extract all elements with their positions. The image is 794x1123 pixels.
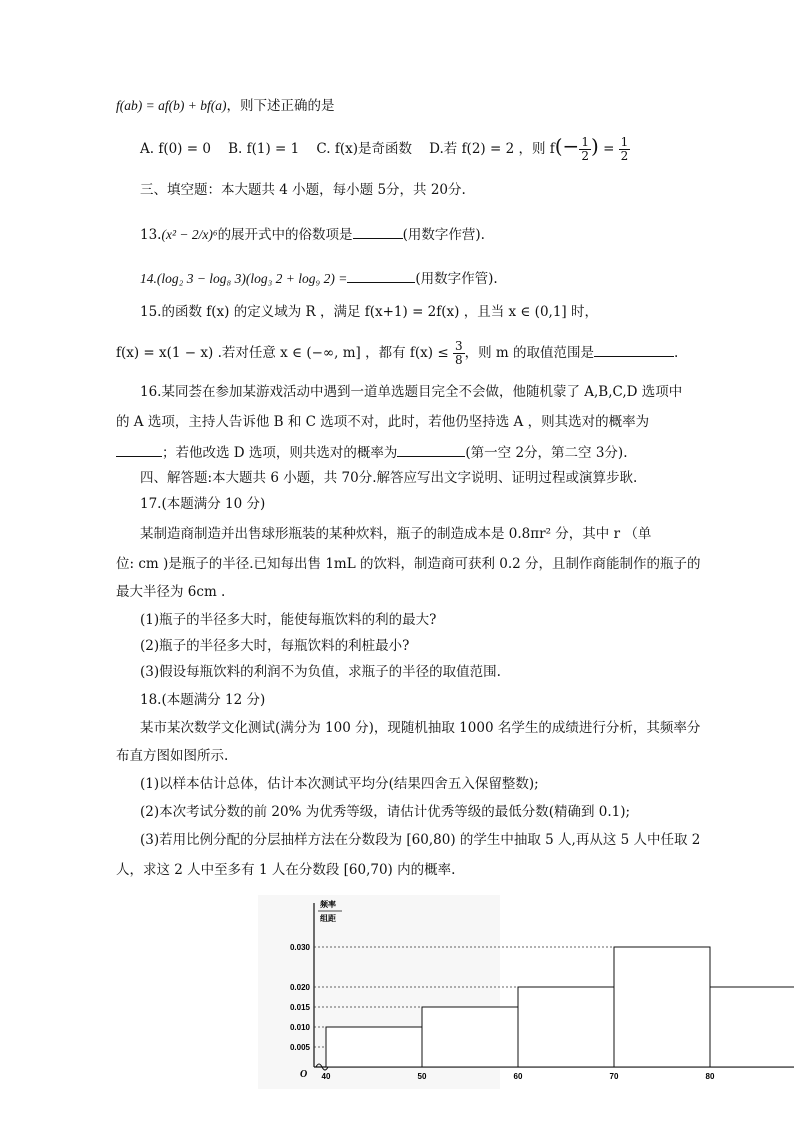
q13-text: 的展开式中的俗数项是 (217, 227, 353, 243)
q15-line2-pre: f(x) = x(1 − x) .若对任意 x ∈ (−∞, m] ，都有 f(x) ≤ (116, 345, 449, 361)
q16-line3-end: (第一空 2分，第二空 3分). (465, 445, 628, 461)
q18-subquestion-2: (2)本次考试分数的前 20% 为优秀等级，请估计优秀等级的最低分数(精确到 0.1); (140, 804, 631, 820)
q15-fraction (453, 340, 465, 367)
q12-option-d-rden: 2 (620, 149, 629, 163)
q17-header: 17.(本题满分 10 分) (140, 496, 266, 512)
y-tick-label: 0.010 (289, 1023, 310, 1032)
q12-option-c-math: C. f(x) (316, 141, 358, 157)
q17-paragraph-2: 位: cm )是瓶子的半径.已知每出售 1mL 的饮料，制造商可获利 0.2 分，且制作商能制作的瓶子的 (116, 556, 701, 572)
q15-frac-den: 8 (454, 353, 463, 367)
q12-option-b: B. f(1) = 1 (228, 141, 300, 157)
q13-post: (用数字作营). (402, 227, 485, 243)
q16-blank-2 (397, 442, 465, 457)
q13 (140, 224, 485, 245)
q14 (140, 268, 498, 289)
q12-option-c-text: 是奇函数 (357, 141, 412, 157)
q17-paragraph-1: 某制造商制造并出售球形瓶装的某种炊料，瓶子的制造成本是 0.8πr² 分，其中 r （单 (140, 526, 652, 542)
q12-option-d-rfrac (619, 136, 631, 163)
q16-line2: 的 A 选项，主持人告诉他 B 和 C 选项不对，此时，若他仍坚持选 A ，则其选对的概率为 (116, 414, 650, 430)
q18-subquestion-3: (3)若用比例分配的分层抽样方法在分数段为 [60,80) 的学生中抽取 5 人,再从这 5 人中任取 2 (140, 832, 701, 848)
x-tick-label: 60 (513, 1072, 523, 1081)
x-tick-label: 50 (417, 1072, 427, 1081)
q17-subquestion-2: (2)瓶子的半径多大时，每瓶饮料的利桩最小? (140, 638, 410, 654)
q16-blank-1 (116, 442, 162, 457)
q18-paragraph-1: 某市某次数学文化测试(满分为 100 分)，现随机抽取 1000 名学生的成绩进行分析，其频率分 (140, 720, 701, 736)
q12-option-d-pre: D.若 f(2) = 2 ，则 f (429, 141, 555, 157)
q14-blank (347, 268, 415, 283)
q18-subquestion-4: 人，求这 2 人中至多有 1 人在分数段 [60,70) 内的概率. (116, 862, 456, 878)
q14-expression: 14.(log₂ 3 − log₈ 3)(log₃ 2 + log₉ 2) = (140, 271, 348, 286)
q17-subquestion-1: (1)瓶子的半径多大时，能使每瓶饮料的利的最大? (140, 612, 437, 628)
histogram-figure (258, 895, 715, 1089)
q17-paragraph-3: 最大半径为 6cm . (116, 584, 226, 600)
q16-line3 (116, 442, 628, 463)
y-tick-label: 0.015 (289, 1003, 310, 1012)
q12-premise-text: ，则下述正确的是 (226, 98, 335, 114)
q12-options: A. f(0) = 0 B. f(1) = 1 C. f(x)是奇函数 D.若 f(2) = 2 ，则 f(− $\frac{1}{2}$ ) = $\frac{1}{2}$ (140, 134, 629, 163)
q12-option-d-rnum: 1 (620, 135, 629, 149)
q13-expression: (x² − 2/x)⁶ (161, 227, 218, 242)
q14-post: (用数字作管). (415, 271, 498, 287)
x-tick-label: 40 (321, 1072, 331, 1081)
q15-line2-post: ，则 m 的取值范围是 (464, 345, 594, 361)
q12-option-d-den: 2 (581, 149, 589, 163)
y-tick-label: 0.020 (289, 983, 310, 992)
q12-option-d-mid: = (603, 141, 619, 157)
histogram-bar (710, 987, 794, 1067)
q16-line1: 16.某同荟在参加某游戏活动中遇到一道单选题目完全不会做，他随机蒙了 A,B,C,D 选项中 (140, 384, 683, 400)
histogram-bar (326, 1027, 422, 1067)
q15-blank (594, 342, 674, 357)
q16-line3-mid: ；若他改选 D 选项，则共选对的概率为 (162, 445, 398, 461)
q12-option-d-frac (579, 136, 591, 163)
q15-line2 (116, 340, 678, 367)
q18-subquestion-1: (1)以样本估计总体，估计本次测试平均分(结果四舍五入保留整数); (140, 776, 539, 792)
q12-option-a: A. f(0) = 0 (140, 141, 211, 157)
q12-premise-math: f(ab) = af(b) + bf(a) (116, 98, 227, 113)
q13-blank (353, 224, 403, 239)
q12-premise (116, 96, 334, 116)
y-axis-label-bottom: 组距 (320, 914, 336, 923)
histogram-chart (258, 895, 715, 1089)
q12-option-d-num: 1 (581, 135, 589, 149)
q17-subquestion-3: (3)假设每瓶饮料的利润不为负值，求瓶子的半径的取值范围. (140, 664, 501, 680)
x-tick-label: 70 (609, 1072, 619, 1081)
q18-header: 18.(本题满分 12 分) (140, 692, 266, 708)
q18-paragraph-2: 布直方图如图所示. (116, 748, 229, 764)
q15-frac-num: 3 (454, 339, 463, 353)
x-tick-label: 80 (705, 1072, 715, 1081)
q13-number: 13. (140, 227, 162, 243)
histogram-bar (422, 1007, 518, 1067)
y-tick-label: 0.030 (289, 943, 310, 952)
q15-line2-end: . (673, 345, 679, 361)
y-tick-label: 0.005 (289, 1043, 310, 1052)
section3-heading: 三、填空题：本大题共 4 小题，每小题 5分，共 20分. (140, 182, 466, 198)
section4-heading: 四、解答题:本大题共 6 小题，共 70分.解答应写出文字说明、证明过程或演算步耿. (140, 470, 638, 486)
q15-line1: 15.的函数 f(x) 的定义域为 R ，满足 f(x+1) = 2f(x) ，且当 x ∈ (0,1] 时， (140, 304, 598, 320)
histogram-bar (518, 987, 614, 1067)
histogram-bar (614, 947, 710, 1067)
y-axis-label-top: 频率 (320, 900, 336, 909)
origin-label: O (300, 1069, 308, 1080)
